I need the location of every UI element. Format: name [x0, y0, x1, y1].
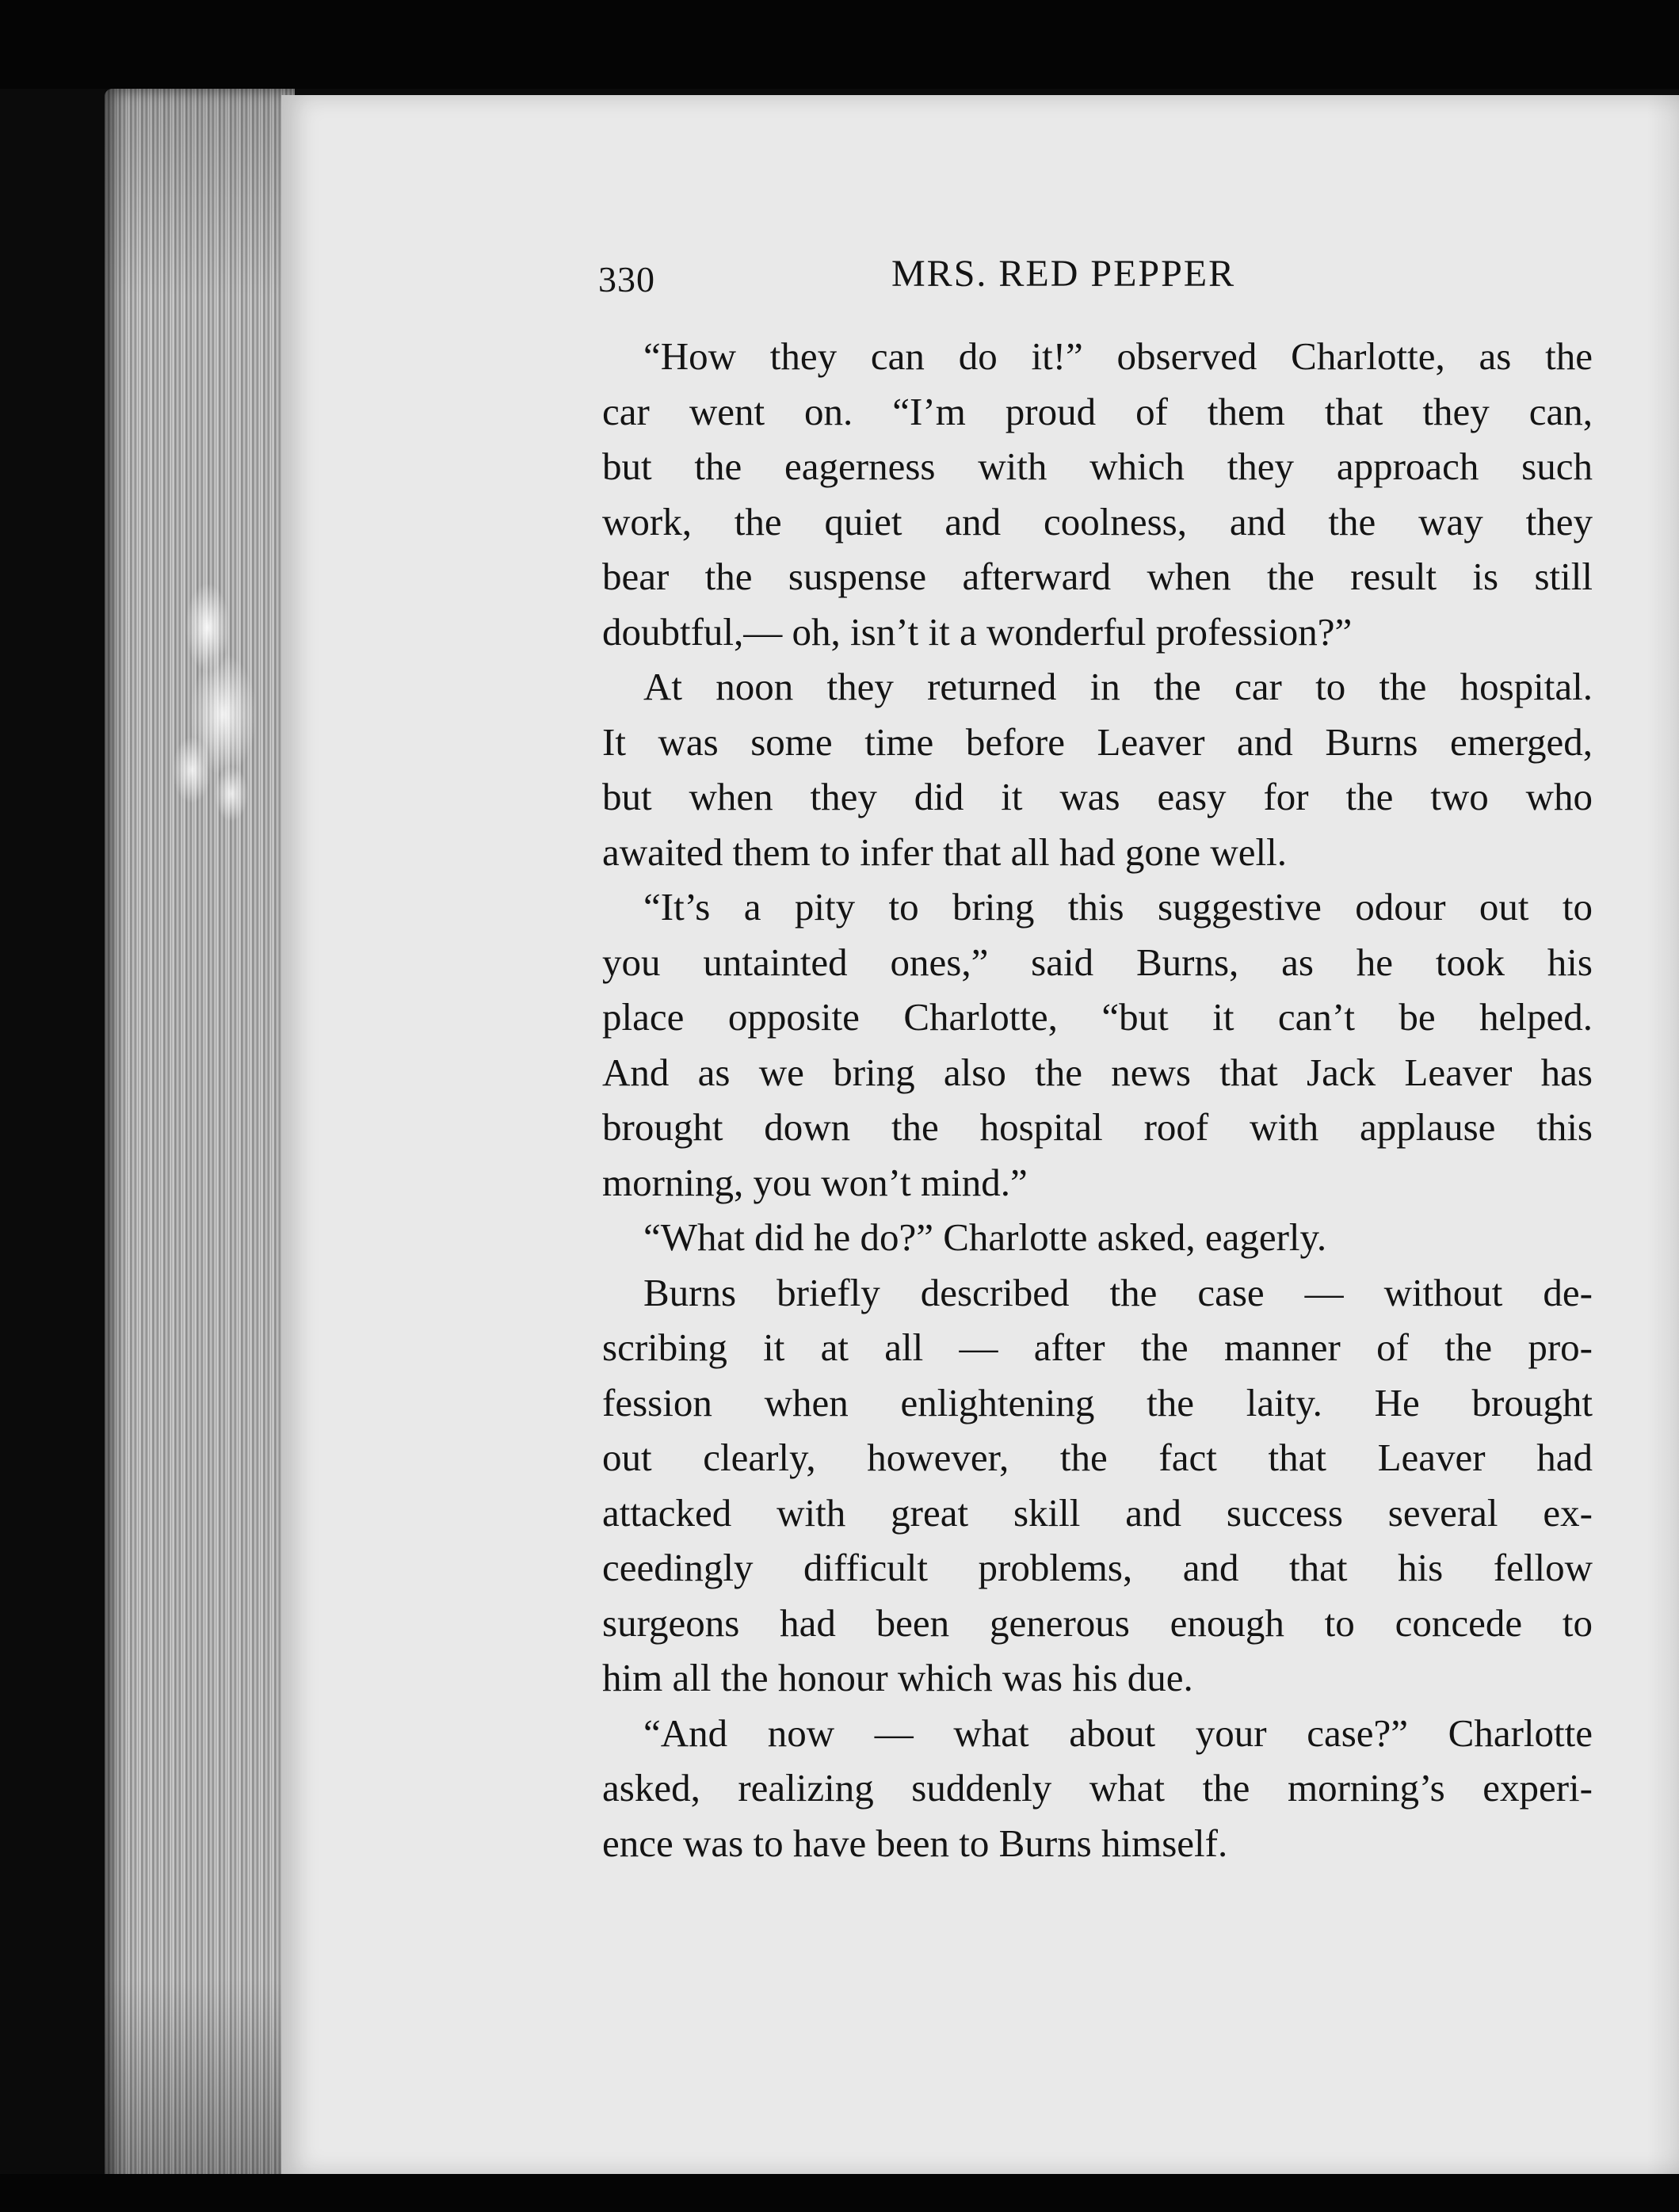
text-line: Burns briefly described the case — without de- [643, 1270, 1593, 1314]
text-line: doubtful,— oh, isn’t it a wonderful profession?” [602, 609, 1353, 654]
scan-background-top [0, 0, 1679, 89]
text-line: “It’s a pity to bring this suggestive odour out to [643, 885, 1593, 929]
text-line: place opposite Charlotte, “but it can’t be helped. [602, 995, 1593, 1039]
text-line: but the eagerness with which they approach such [602, 444, 1593, 488]
text-line: car went on. “I’m proud of them that they can, [602, 389, 1593, 433]
text-line: bear the suspense afterward when the result is still [602, 555, 1593, 598]
text-line: brought down the hospital roof with applause this [602, 1105, 1593, 1149]
text-line: asked, realizing suddenly what the morning’s experi- [602, 1766, 1593, 1810]
text-line: out clearly, however, the fact that Leaver had [602, 1436, 1593, 1479]
text-line: scribing it at all — after the manner of the pro- [602, 1325, 1593, 1369]
text-line: It was some time before Leaver and Burns emerged, [602, 719, 1593, 764]
text-line: morning, you won’t mind.” [602, 1160, 1028, 1204]
body-text [602, 329, 1593, 1871]
text-line: And as we bring also the news that Jack Leaver has [602, 1050, 1593, 1094]
text-line: ence was to have been to Burns himself. [602, 1821, 1228, 1865]
text-line: him all the honour which was his due. [602, 1656, 1193, 1699]
text-line: work, the quiet and coolness, and the way they [602, 499, 1593, 543]
text-line: At noon they returned in the car to the hospital. [643, 665, 1593, 708]
text-line: awaited them to infer that all had gone well. [602, 830, 1288, 874]
book-page-edges [105, 89, 295, 2188]
page-number: 330 [598, 259, 655, 299]
page-shadow [1647, 95, 1679, 2175]
text-line: you untainted ones,” said Burns, as he took his [602, 940, 1593, 984]
scan-background-bottom [0, 2174, 1679, 2212]
text-line: ceedingly difficult problems, and that his fellow [602, 1546, 1593, 1589]
text-line: fession when enlightening the laity. He brought [602, 1380, 1593, 1424]
text-line: surgeons had been generous enough to concede to [602, 1600, 1593, 1645]
text-line: “And now — what about your case?” Charlotte [643, 1710, 1593, 1755]
text-line: but when they did it was easy for the two who [602, 775, 1593, 818]
running-title: MRS. RED PEPPER [891, 253, 1236, 295]
text-line: “How they can do it!” observed Charlotte, as the [643, 334, 1593, 378]
text-line: attacked with great skill and success several ex- [602, 1490, 1593, 1535]
text-line: “What did he do?” Charlotte asked, eagerly. [643, 1215, 1327, 1259]
page-header [598, 252, 1589, 307]
